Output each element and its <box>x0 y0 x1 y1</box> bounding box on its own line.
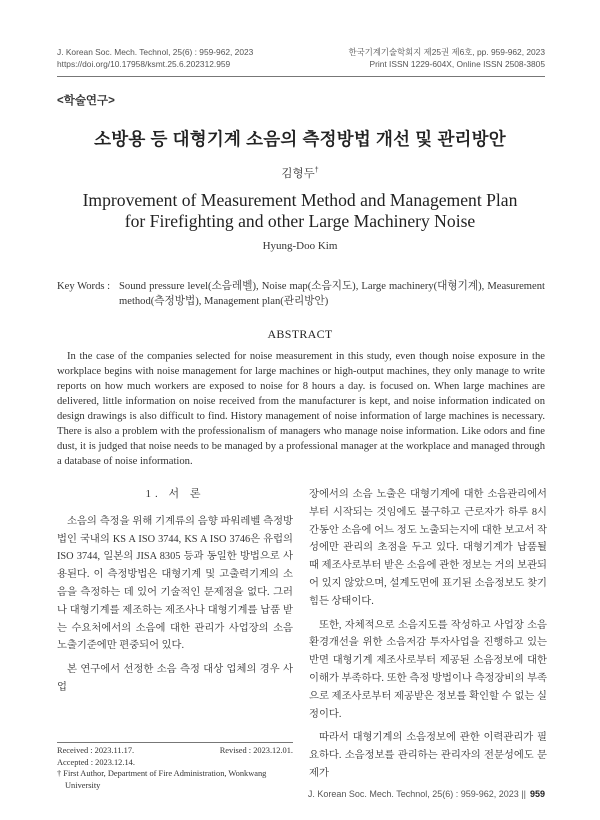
right-column <box>309 486 547 783</box>
paper-title-english <box>60 190 540 232</box>
section-heading-introduction: 1. 서 론 <box>145 488 205 500</box>
running-header-right <box>349 46 545 70</box>
intro-paragraph-4: 따라서 대형기계의 소음정보에 관한 이력관리가 필요하다. 소음정보를 관리하는 관리자의 전문성에도 문제가 <box>309 732 547 779</box>
keywords-label: Key Words : <box>57 281 111 292</box>
page-footer <box>308 789 545 799</box>
title-en-line-2: for Firefighting and other Large Machinery Noise <box>124 211 476 231</box>
header-divider <box>57 76 545 77</box>
paper-title-korean: 소방용 등 대형기계 소음의 측정방법 개선 및 관리방안 <box>94 129 506 149</box>
intro-paragraph-3: 또한, 자체적으로 소음지도를 작성하고 사업장 소음환경개선을 위한 소음저감 투자사업을 진행하고 있는 반면 대형기계 제조사로부터 제공된 소음정보에 대한 이해가 부족하다. 또한 측정 방법이나 측정장비의 부족으로 제조사로부터 제공받은 정보를 확인할 수 없는 실정이다. <box>309 619 547 720</box>
revised-date: Revised : 2023.12.01. <box>219 746 293 755</box>
author-english: Hyung-Doo Kim <box>262 240 338 252</box>
journal-citation: J. Korean Soc. Mech. Technol, 25(6) : 959-962, 2023 <box>57 47 254 57</box>
running-header-left <box>57 46 253 70</box>
author-affiliation: † First Author, Department of Fire Administration, Wonkwang University <box>57 769 267 790</box>
author-korean <box>0 165 600 181</box>
doi-link[interactable]: https://doi.org/10.17958/ksmt.25.6.202312.959 <box>57 59 231 69</box>
page-number: 959 <box>529 789 545 799</box>
section-tag: <학술연구> <box>57 95 115 107</box>
title-en-line-1: Improvement of Measurement Method and Management Plan <box>82 190 518 210</box>
issn-line: Print ISSN 1229-604X, Online ISSN 2508-3805 <box>369 59 545 69</box>
footnotes <box>57 742 293 791</box>
journal-citation-ko: 한국기계기술학회지 제25권 제6호, pp. 959-962, 2023 <box>348 47 545 57</box>
accepted-date: Accepted : 2023.12.14. <box>57 757 135 767</box>
footnote-divider <box>57 742 293 743</box>
corresponding-mark: † <box>314 167 319 174</box>
received-row <box>57 745 293 757</box>
keywords-text: Sound pressure level(소음레벨), Noise map(소음지도), Large machinery(대형기계), Measurement method(측정방법), Management plan(관리방안) <box>119 281 545 307</box>
intro-paragraph-1: 소음의 측정을 위해 기계류의 음향 파워레벨 측정방법인 국내의 KS A ISO 3744, KS A ISO 3746은 유럽의 ISO 3744, 일본의 JISA 8305 등과 동일한 방법으로 사용된다. 이 측정방법은 대형기계 및 고출력기계의 소음을 측정하는 데 있어 기술적인 문제점을 없다. 그러나 대형기계를 제조하는 제조사나 대형기계를 납품 받는 수요처에서의 소음에 대한 관리가 사업장의 소음 노출기준에만 편중되어 있다. <box>57 515 293 652</box>
intro-paragraph-2: 본 연구에서 선정한 소음 측정 대상 업체의 경우 사업 <box>57 664 293 693</box>
received-date: Received : 2023.11.17. <box>57 746 135 755</box>
footer-citation: J. Korean Soc. Mech. Technol, 25(6) : 959-962, 2023 || <box>307 789 526 799</box>
author-name-ko: 김형두 <box>281 168 315 180</box>
abstract-title: ABSTRACT <box>267 327 333 341</box>
intro-paragraph-2-continued: 장에서의 소음 노출은 대형기계에 대한 소음관리에서부터 시작되는 것임에도 불구하고 근로자가 하루 8시간동안 소음에 어느 정도 노출되는지에 대한 보고서 작성에만 관리의 초점을 두고 있다. 대형기계가 납품될 때 제조사로부터 받은 소음에 관한 정보는 거의 보관되어 있지 않았으며, 설계도면에 표기된 소음정보도 찾기 힘든 상태이다. <box>309 489 547 607</box>
abstract-text: In the case of the companies selected for noise measurement in this study, even though noise exposure in the workplace begins with noise management for large machines or high-output machines, they only manage to write reports on how much workers are exposed to noise for 8 hours a day. is focused on. When large machines are delivered, little information on noise received from the manufacturer is kept, and noise information indicated on design drawings is also difficult to find. History management of noise information of large machines is necessary. There is also a problem with the professionalism of managers who manage noise information. Like odors and fine dust, it is judged that noise needs to be managed by a professional manager at the workplace and managed through a database of noise information. <box>57 351 545 467</box>
keywords-block <box>57 279 545 309</box>
left-column <box>57 486 293 697</box>
